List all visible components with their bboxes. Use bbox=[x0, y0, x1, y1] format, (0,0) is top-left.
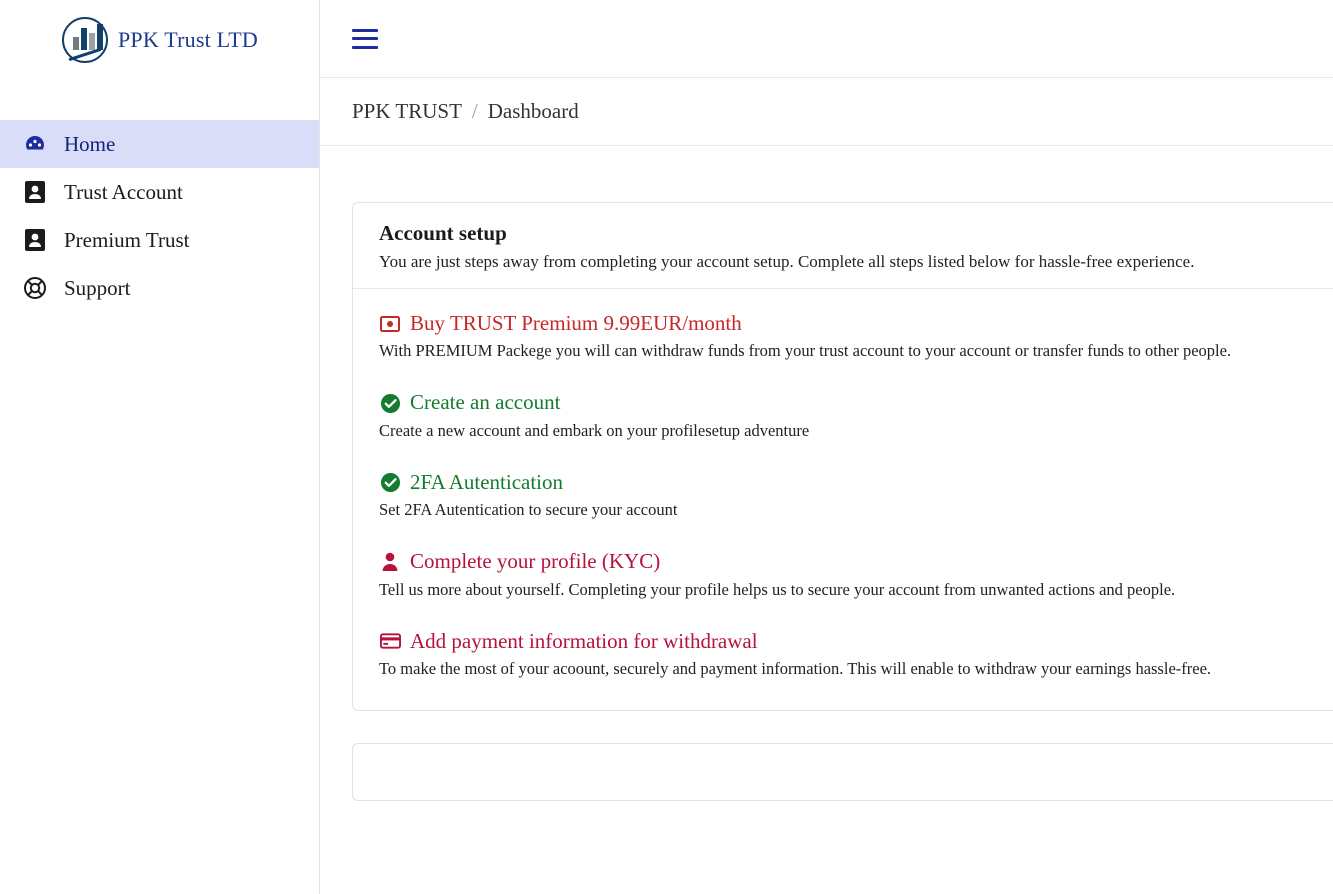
setup-step-create-account[interactable] bbox=[379, 390, 1333, 441]
setup-step-title: Buy TRUST Premium 9.99EUR/month bbox=[410, 311, 742, 335]
contact-card-icon bbox=[22, 227, 48, 253]
content bbox=[320, 146, 1333, 801]
secondary-card bbox=[352, 743, 1333, 801]
sidebar bbox=[0, 0, 320, 894]
account-setup-steps bbox=[353, 289, 1333, 710]
sidebar-item-home[interactable] bbox=[0, 120, 319, 168]
sidebar-item-support[interactable] bbox=[0, 264, 319, 312]
setup-step-description: Set 2FA Autentication to secure your account bbox=[379, 500, 678, 520]
hamburger-icon[interactable] bbox=[352, 29, 378, 49]
account-setup-card bbox=[352, 202, 1333, 711]
main-area bbox=[320, 0, 1333, 894]
sidebar-item-label: Support bbox=[64, 275, 131, 300]
brand[interactable] bbox=[0, 0, 319, 80]
sidebar-item-trust-account[interactable] bbox=[0, 168, 319, 216]
setup-step-title: Complete your profile (KYC) bbox=[410, 549, 661, 574]
setup-step-description: To make the most of your acoount, securely and payment information. This will enable to withdraw your earnings hassle-free. bbox=[379, 659, 1212, 678]
setup-step-title: 2FA Autentication bbox=[410, 469, 564, 494]
user-icon bbox=[379, 551, 401, 573]
sidebar-item-label: Trust Account bbox=[64, 179, 183, 204]
setup-step-title: Create an account bbox=[410, 390, 561, 415]
setup-step-description: Tell us more about yourself. Completing your profile helps us to secure your account from unwanted actions and people. bbox=[379, 579, 1176, 599]
check-circle-icon bbox=[379, 472, 401, 494]
brand-logo-icon bbox=[62, 17, 108, 63]
breadcrumb bbox=[320, 78, 1333, 146]
sidebar-item-label: Premium Trust bbox=[64, 227, 190, 252]
sidebar-nav bbox=[0, 120, 319, 312]
lifebuoy-icon bbox=[22, 275, 48, 301]
setup-step-buy-premium[interactable] bbox=[379, 311, 1333, 362]
check-circle-icon bbox=[379, 392, 401, 414]
contact-card-icon bbox=[22, 179, 48, 205]
account-setup-header bbox=[353, 203, 1333, 289]
sidebar-item-label: Home bbox=[64, 131, 116, 156]
sidebar-item-premium-trust[interactable] bbox=[0, 216, 319, 264]
setup-step-title: Add payment information for withdrawal bbox=[410, 628, 758, 653]
setup-step-payment-info[interactable] bbox=[379, 629, 1333, 680]
money-note-icon bbox=[379, 313, 401, 335]
account-setup-subtitle: You are just steps away from completing your account setup. Complete all steps listed below for hassle-free experience. bbox=[379, 252, 1195, 271]
dashboard-icon bbox=[22, 131, 48, 157]
topbar bbox=[320, 0, 1333, 78]
setup-step-description: With PREMIUM Packege you will can withdraw funds from your trust account to your account or transfer funds to other people. bbox=[379, 341, 1232, 361]
breadcrumb-root[interactable]: PPK TRUST bbox=[352, 99, 462, 123]
breadcrumb-separator: / bbox=[471, 99, 478, 123]
breadcrumb-current: Dashboard bbox=[487, 99, 579, 123]
setup-step-description: Create a new account and embark on your profilesetup adventure bbox=[379, 420, 810, 440]
setup-step-kyc[interactable] bbox=[379, 549, 1333, 600]
setup-step-2fa[interactable] bbox=[379, 470, 1333, 521]
credit-card-icon bbox=[379, 630, 401, 652]
page-title: Account setup bbox=[379, 221, 507, 245]
brand-title: PPK Trust LTD bbox=[118, 27, 258, 52]
